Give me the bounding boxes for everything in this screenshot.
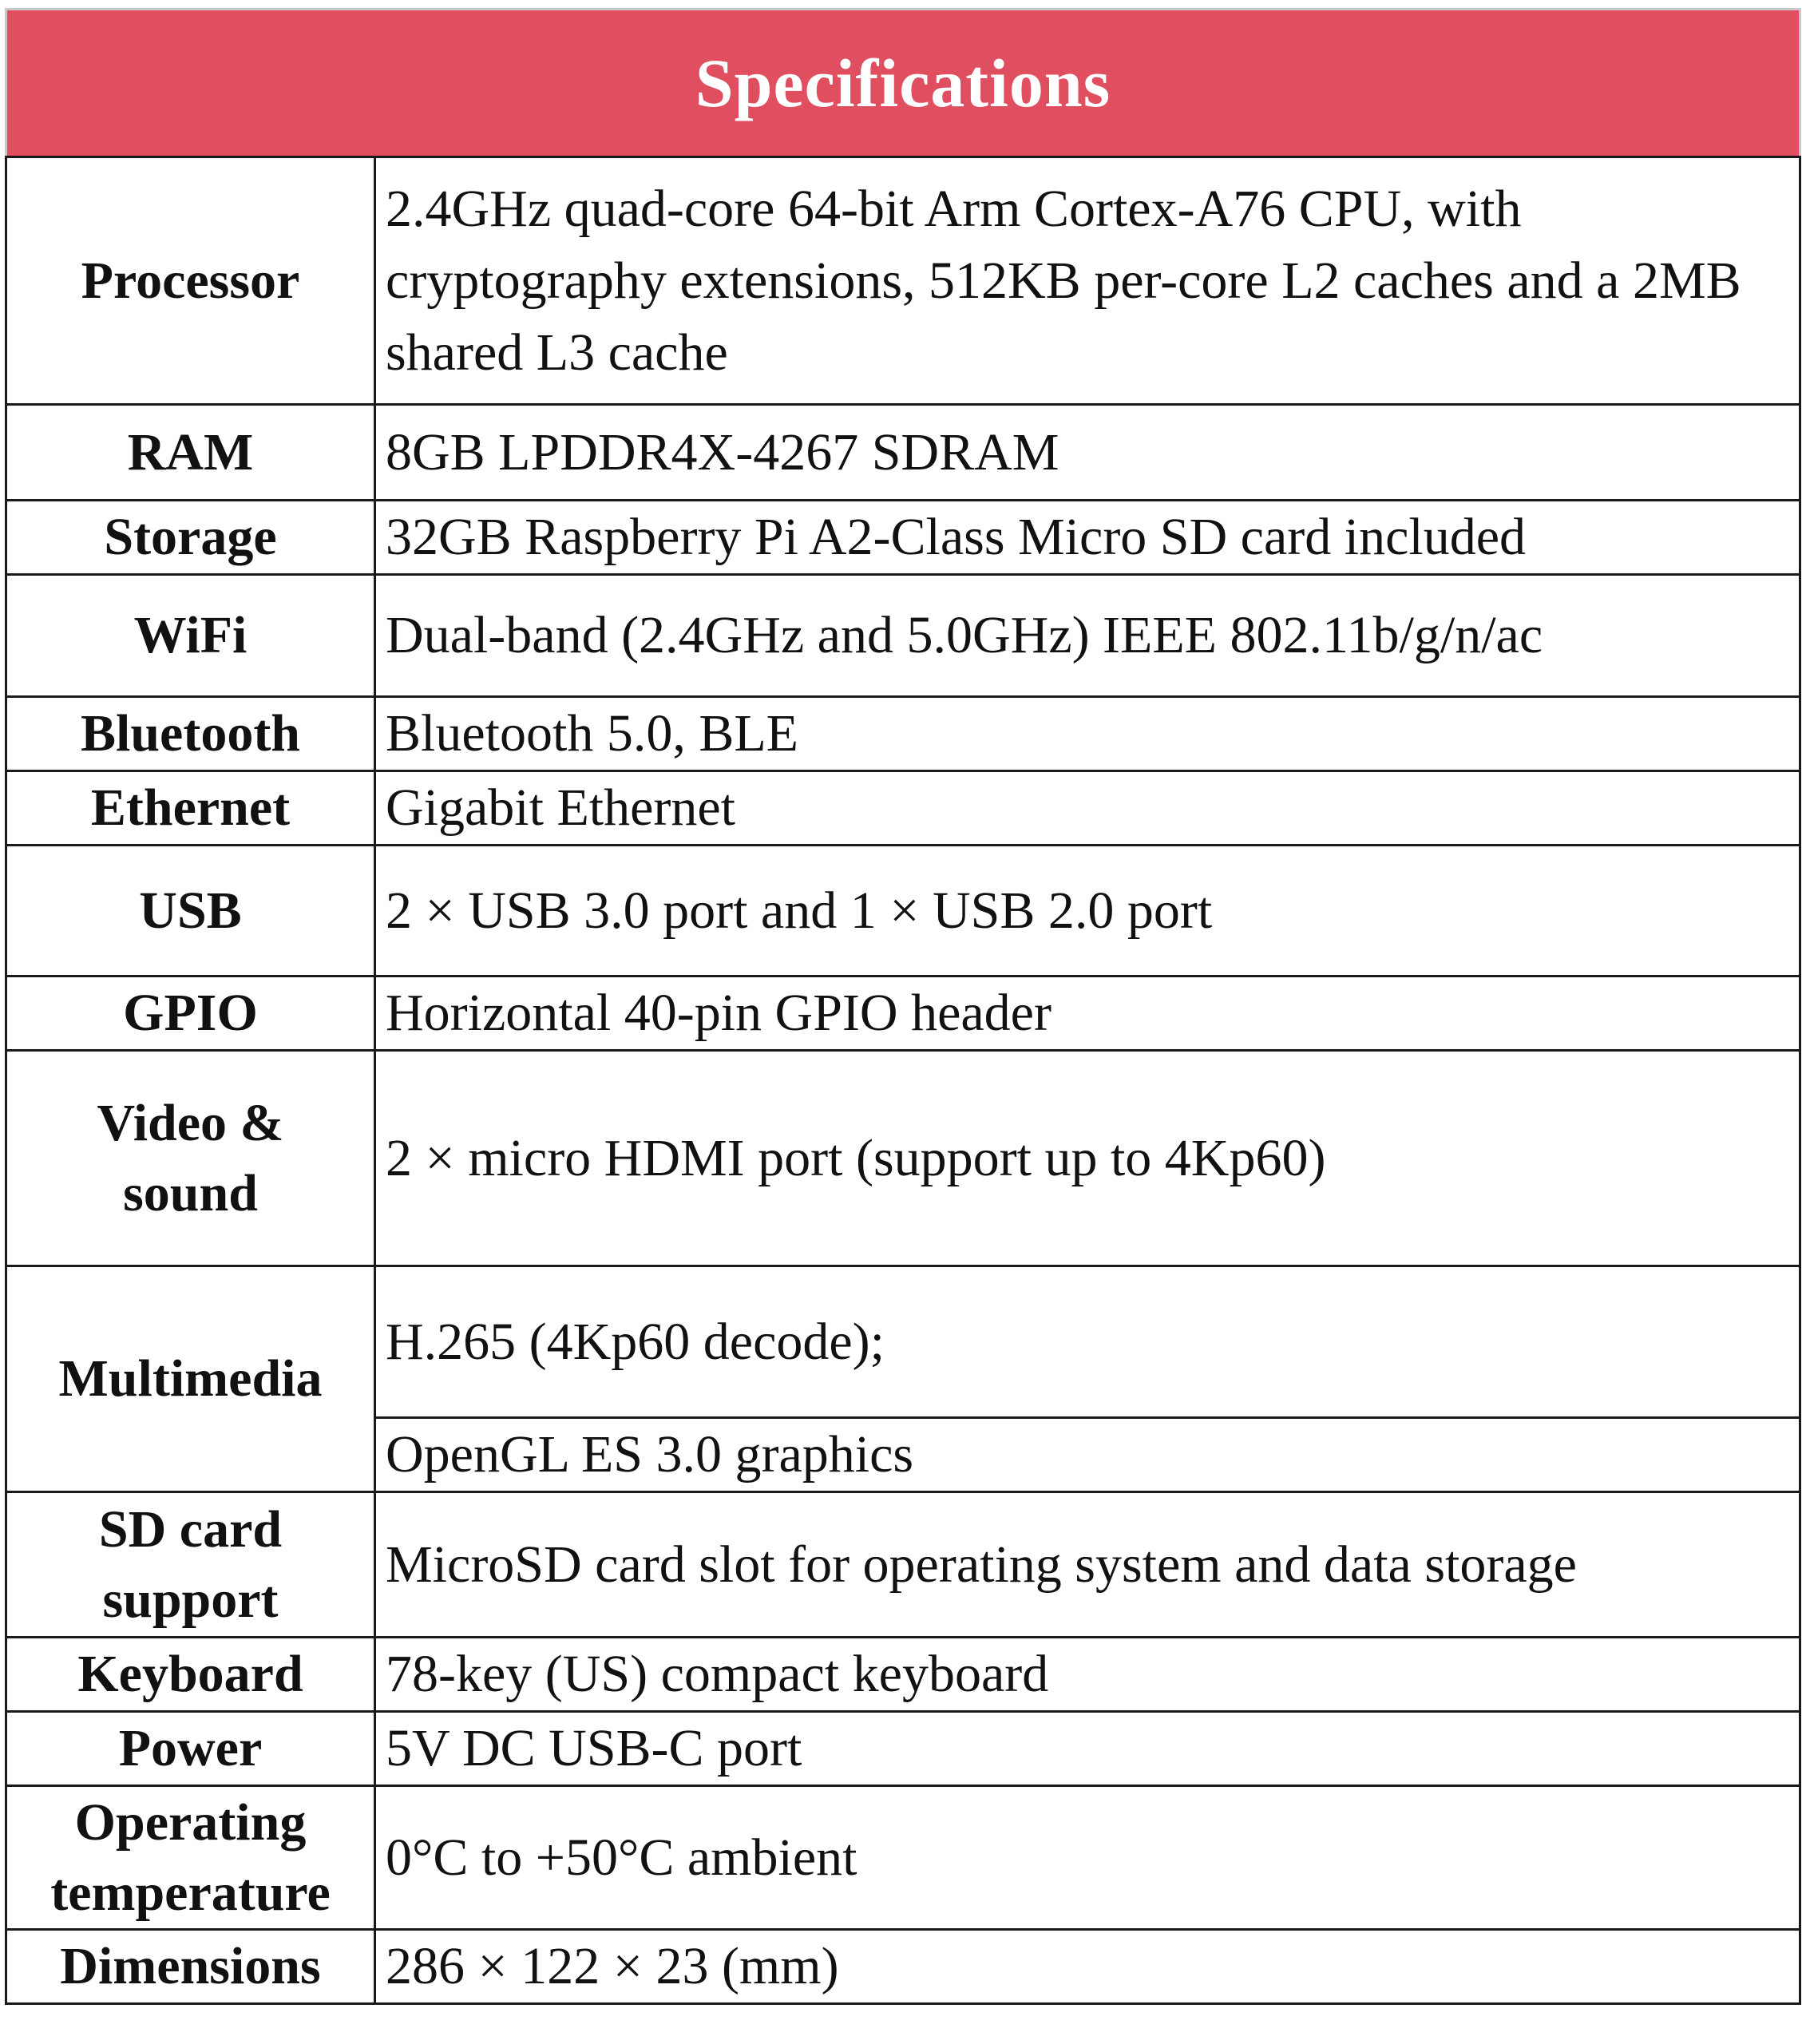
spec-label: Power <box>6 1712 375 1786</box>
spec-row-ram <box>6 405 1800 501</box>
spec-value: 32GB Raspberry Pi A2-Class Micro SD card included <box>375 501 1800 575</box>
spec-value: 286 × 122 × 23 (mm) <box>375 1930 1800 2004</box>
spec-row-ethernet <box>6 771 1800 846</box>
spec-row-usb <box>6 846 1800 976</box>
spec-row-storage <box>6 501 1800 575</box>
spec-value: MicroSD card slot for operating system and data storage <box>375 1492 1800 1638</box>
spec-row-video-sound <box>6 1051 1800 1266</box>
spec-row-processor <box>6 157 1800 405</box>
spec-value: 2 × USB 3.0 port and 1 × USB 2.0 port <box>375 846 1800 976</box>
spec-label: Operating temperature <box>6 1786 375 1930</box>
specifications-sheet <box>5 8 1801 2005</box>
spec-value: 5V DC USB-C port <box>375 1712 1800 1786</box>
spec-label: Video & sound <box>6 1051 375 1266</box>
spec-label: Processor <box>6 157 375 405</box>
spec-value: OpenGL ES 3.0 graphics <box>375 1418 1800 1492</box>
spec-value: Horizontal 40-pin GPIO header <box>375 976 1800 1051</box>
spec-label: USB <box>6 846 375 976</box>
spec-value: 2.4GHz quad-core 64-bit Arm Cortex-A76 CPU, with cryptography extensions, 512KB per-core L2 caches and a 2MB shared L3 cache <box>375 157 1800 405</box>
spec-label: Ethernet <box>6 771 375 846</box>
spec-value: H.265 (4Kp60 decode); <box>375 1266 1800 1418</box>
spec-row-sd-card-support <box>6 1492 1800 1638</box>
spec-row-wifi <box>6 575 1800 697</box>
spec-label: Dimensions <box>6 1930 375 2004</box>
specifications-table <box>5 156 1801 2005</box>
spec-row-power <box>6 1712 1800 1786</box>
spec-row-bluetooth <box>6 697 1800 771</box>
spec-label: Storage <box>6 501 375 575</box>
spec-label: RAM <box>6 405 375 501</box>
spec-value: 78-key (US) compact keyboard <box>375 1638 1800 1712</box>
spec-value: 0°C to +50°C ambient <box>375 1786 1800 1930</box>
spec-label: GPIO <box>6 976 375 1051</box>
specifications-title: Specifications <box>695 45 1111 121</box>
spec-label: Bluetooth <box>6 697 375 771</box>
spec-value: 2 × micro HDMI port (support up to 4Kp60) <box>375 1051 1800 1266</box>
spec-row-keyboard <box>6 1638 1800 1712</box>
specifications-header <box>5 8 1801 156</box>
spec-value: 8GB LPDDR4X-4267 SDRAM <box>375 405 1800 501</box>
spec-label: SD card support <box>6 1492 375 1638</box>
spec-value: Bluetooth 5.0, BLE <box>375 697 1800 771</box>
spec-label: Keyboard <box>6 1638 375 1712</box>
spec-label: Multimedia <box>6 1266 375 1492</box>
spec-row-dimensions <box>6 1930 1800 2004</box>
spec-row-multimedia <box>6 1266 1800 1418</box>
spec-row-operating-temperature <box>6 1786 1800 1930</box>
spec-label: WiFi <box>6 575 375 697</box>
spec-row-gpio <box>6 976 1800 1051</box>
spec-value: Dual-band (2.4GHz and 5.0GHz) IEEE 802.11b/g/n/ac <box>375 575 1800 697</box>
spec-value: Gigabit Ethernet <box>375 771 1800 846</box>
